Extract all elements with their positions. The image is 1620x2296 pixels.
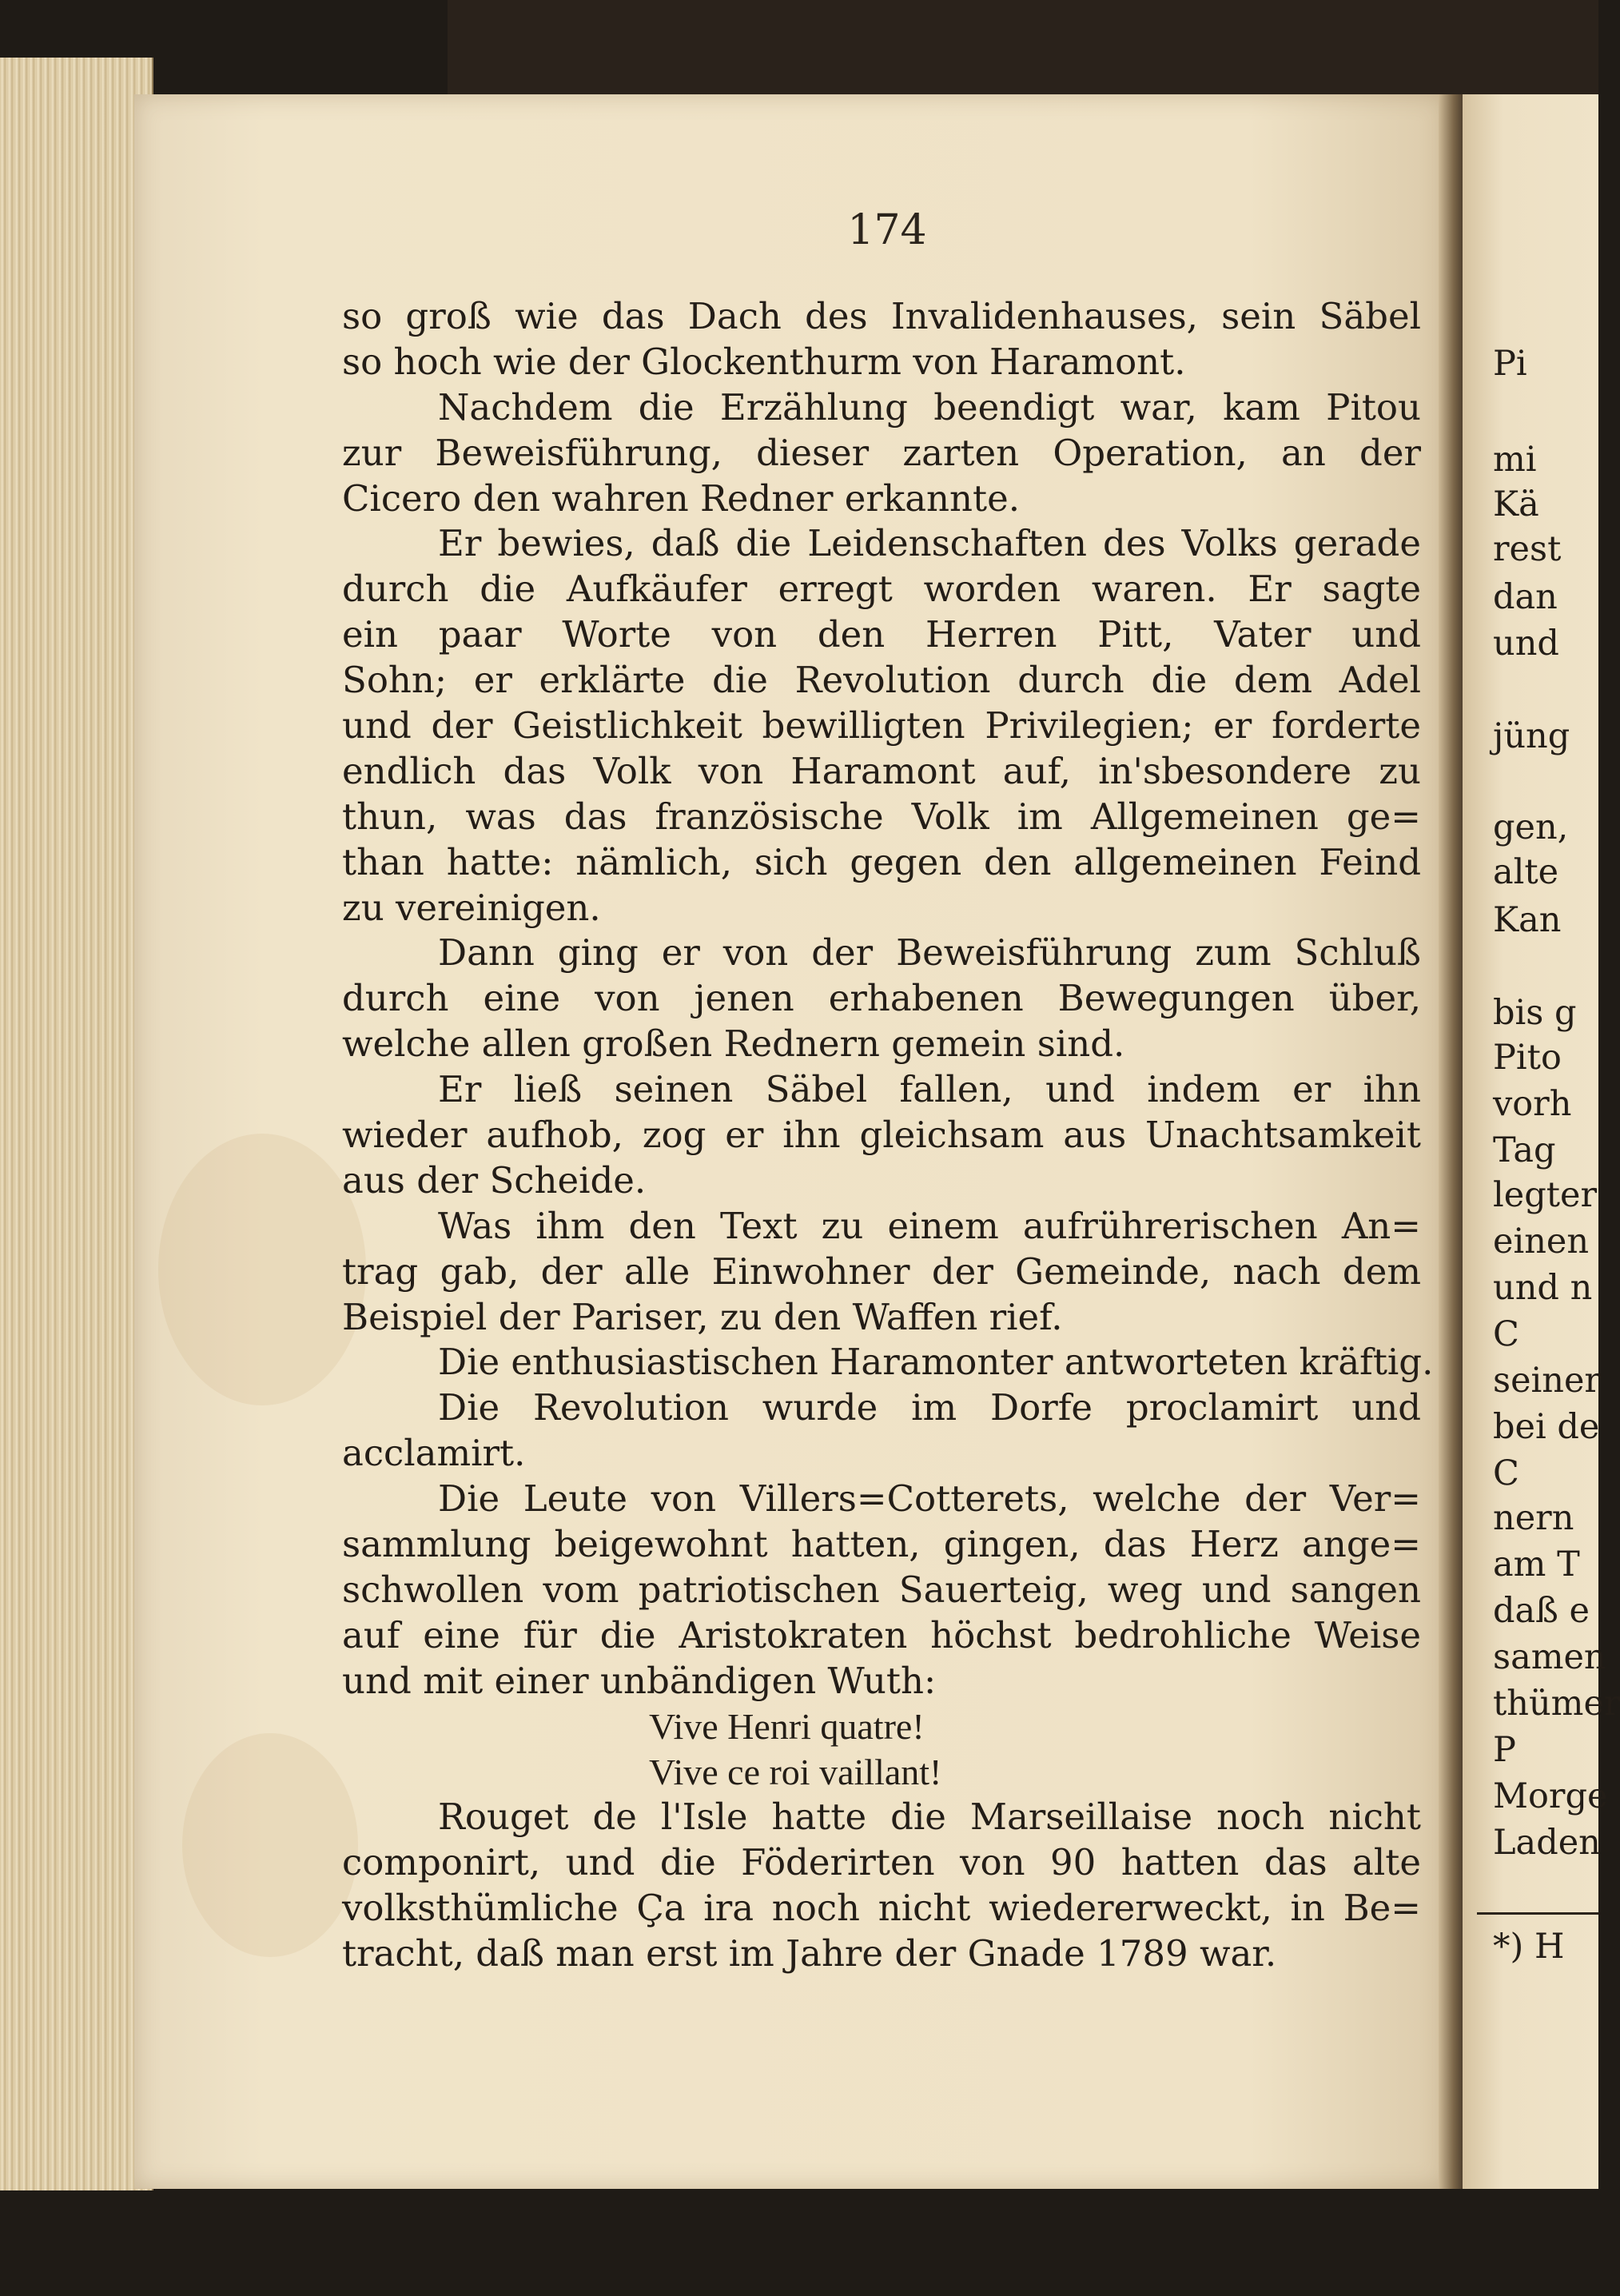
right-page-fragment: seiner xyxy=(1493,1361,1601,1401)
text-line: zu vereinigen. xyxy=(342,886,601,929)
text-line: Die Revolution wurde im Dorfe proclamirt und xyxy=(438,1386,1421,1429)
right-page-fragment: am T xyxy=(1493,1545,1580,1584)
right-page-fragment: und n xyxy=(1493,1268,1593,1308)
right-page-fragment: *) H xyxy=(1493,1927,1565,1967)
text-line: zur Beweisführung, dieser zarten Operation, an der xyxy=(342,431,1421,474)
text-line: ein paar Worte von den Herren Pitt, Vater und xyxy=(342,613,1421,656)
right-page-fragment: thümer xyxy=(1493,1684,1620,1724)
text-line: Rouget de l'Isle hatte die Marseillaise noch nicht xyxy=(438,1796,1421,1839)
page-number: 174 xyxy=(847,206,927,254)
text-line: so groß wie das Dach des Invalidenhauses, sein Säbel xyxy=(342,295,1421,337)
text-line: aus der Scheide. xyxy=(342,1158,647,1202)
text-line: auf eine für die Aristokraten höchst bedrohliche Weise xyxy=(342,1613,1421,1656)
text-line: schwollen vom patriotischen Sauerteig, weg und sangen xyxy=(342,1568,1421,1611)
book-gutter xyxy=(1439,94,1464,2189)
text-line: than hatte: nämlich, sich gegen den allgemeinen Feind xyxy=(342,840,1421,883)
right-page-fragment: jüng xyxy=(1493,716,1570,756)
right-page-fragment: Pi xyxy=(1493,344,1527,384)
text-line: wieder aufhob, zog er ihn gleichsam aus Unachtsamkeit xyxy=(342,1114,1421,1157)
body-text xyxy=(342,294,1434,1977)
right-page-fragment: vorh xyxy=(1493,1084,1572,1124)
right-page-fragment: Tag xyxy=(1493,1130,1556,1170)
right-page-fragment: Laden xyxy=(1493,1823,1601,1863)
background-bottom xyxy=(0,2190,1598,2296)
right-page-fragment: einen xyxy=(1493,1222,1590,1262)
right-page-fragment: nern xyxy=(1493,1498,1574,1538)
right-page-fragment: Morge xyxy=(1493,1776,1608,1816)
right-page-fragment: legter xyxy=(1493,1175,1598,1215)
text-line: Dann ging er von der Beweisführung zum Schluß xyxy=(438,931,1421,975)
right-page-fragment: rest xyxy=(1493,529,1562,569)
verse-line: Vive Henri quatre! xyxy=(649,1705,925,1747)
right-page-fragment: bis g xyxy=(1493,993,1577,1033)
text-line: Nachdem die Erzählung beendigt war, kam Pitou xyxy=(438,385,1421,429)
right-page-fragment: P xyxy=(1493,1730,1516,1770)
right-page-fragment: alte xyxy=(1493,852,1559,892)
footnote-rule xyxy=(1477,1912,1598,1915)
right-page-fragment: C xyxy=(1493,1453,1519,1493)
right-page-fragment: C xyxy=(1493,1314,1519,1354)
right-page-fragment: samen xyxy=(1493,1637,1606,1677)
text-line: durch die Aufkäufer erregt worden waren. Er sagte xyxy=(342,568,1421,611)
text-line: Cicero den wahren Redner erkannte. xyxy=(342,476,1021,520)
right-page-fragment: Kan xyxy=(1493,900,1562,940)
right-page-fragment: gen, xyxy=(1493,807,1569,847)
text-line: endlich das Volk von Haramont auf, in'sbesondere zu xyxy=(342,749,1421,792)
right-page-fragment: dan xyxy=(1493,577,1558,617)
text-line: Er bewies, daß die Leidenschaften des Volks gerade xyxy=(438,522,1421,565)
right-page-fragment: Kä xyxy=(1493,484,1539,524)
text-line: durch eine von jenen erhabenen Bewegungen über, xyxy=(342,977,1421,1020)
text-line: Die enthusiastischen Haramonter antworteten kräftig. xyxy=(438,1341,1434,1384)
text-line: tracht, daß man erst im Jahre der Gnade 1789 war. xyxy=(342,1932,1277,1975)
right-page-fragment: und xyxy=(1493,624,1559,664)
text-line: so hoch wie der Glockenthurm von Haramont. xyxy=(342,340,1186,383)
text-line: und der Geistlichkeit bewilligten Privilegien; er forderte xyxy=(342,704,1421,747)
text-line: Sohn; er erklärte die Revolution durch die dem Adel xyxy=(342,659,1421,702)
page-edges xyxy=(0,58,153,2192)
paper-stain xyxy=(158,1134,366,1405)
paper-stain xyxy=(182,1733,358,1957)
text-line: welche allen großen Rednern gemein sind. xyxy=(342,1022,1125,1066)
text-line: volksthümliche Ça ira noch nicht wiedererweckt, in Be= xyxy=(342,1887,1421,1930)
right-page-fragment: bei de xyxy=(1493,1407,1600,1447)
background-top xyxy=(448,0,1598,96)
right-page-fragment: Pito xyxy=(1493,1038,1562,1078)
text-line: sammlung beigewohnt hatten, gingen, das Herz ange= xyxy=(342,1523,1421,1566)
right-page-fragment: mi xyxy=(1493,440,1537,480)
right-page-fragment: daß e xyxy=(1493,1591,1590,1631)
verse-line: Vive ce roi vaillant! xyxy=(649,1751,942,1792)
text-line: Beispiel der Pariser, zu den Waffen rief. xyxy=(342,1295,1063,1338)
text-line: Die Leute von Villers=Cotterets, welche der Ver= xyxy=(438,1477,1421,1521)
text-line: componirt, und die Föderirten von 90 hatten das alte xyxy=(342,1841,1421,1884)
text-line: und mit einer unbändigen Wuth: xyxy=(342,1659,937,1702)
right-page-text xyxy=(1493,280,1620,1975)
text-line: Was ihm den Text zu einem aufrührerischen An= xyxy=(438,1204,1421,1247)
text-line: thun, was das französische Volk im Allgemeinen ge= xyxy=(342,795,1421,838)
text-line: acclamirt. xyxy=(342,1432,526,1475)
text-line: trag gab, der alle Einwohner der Gemeinde, nach dem xyxy=(342,1250,1421,1293)
text-line: Er ließ seinen Säbel fallen, und indem er ihn xyxy=(438,1068,1421,1111)
